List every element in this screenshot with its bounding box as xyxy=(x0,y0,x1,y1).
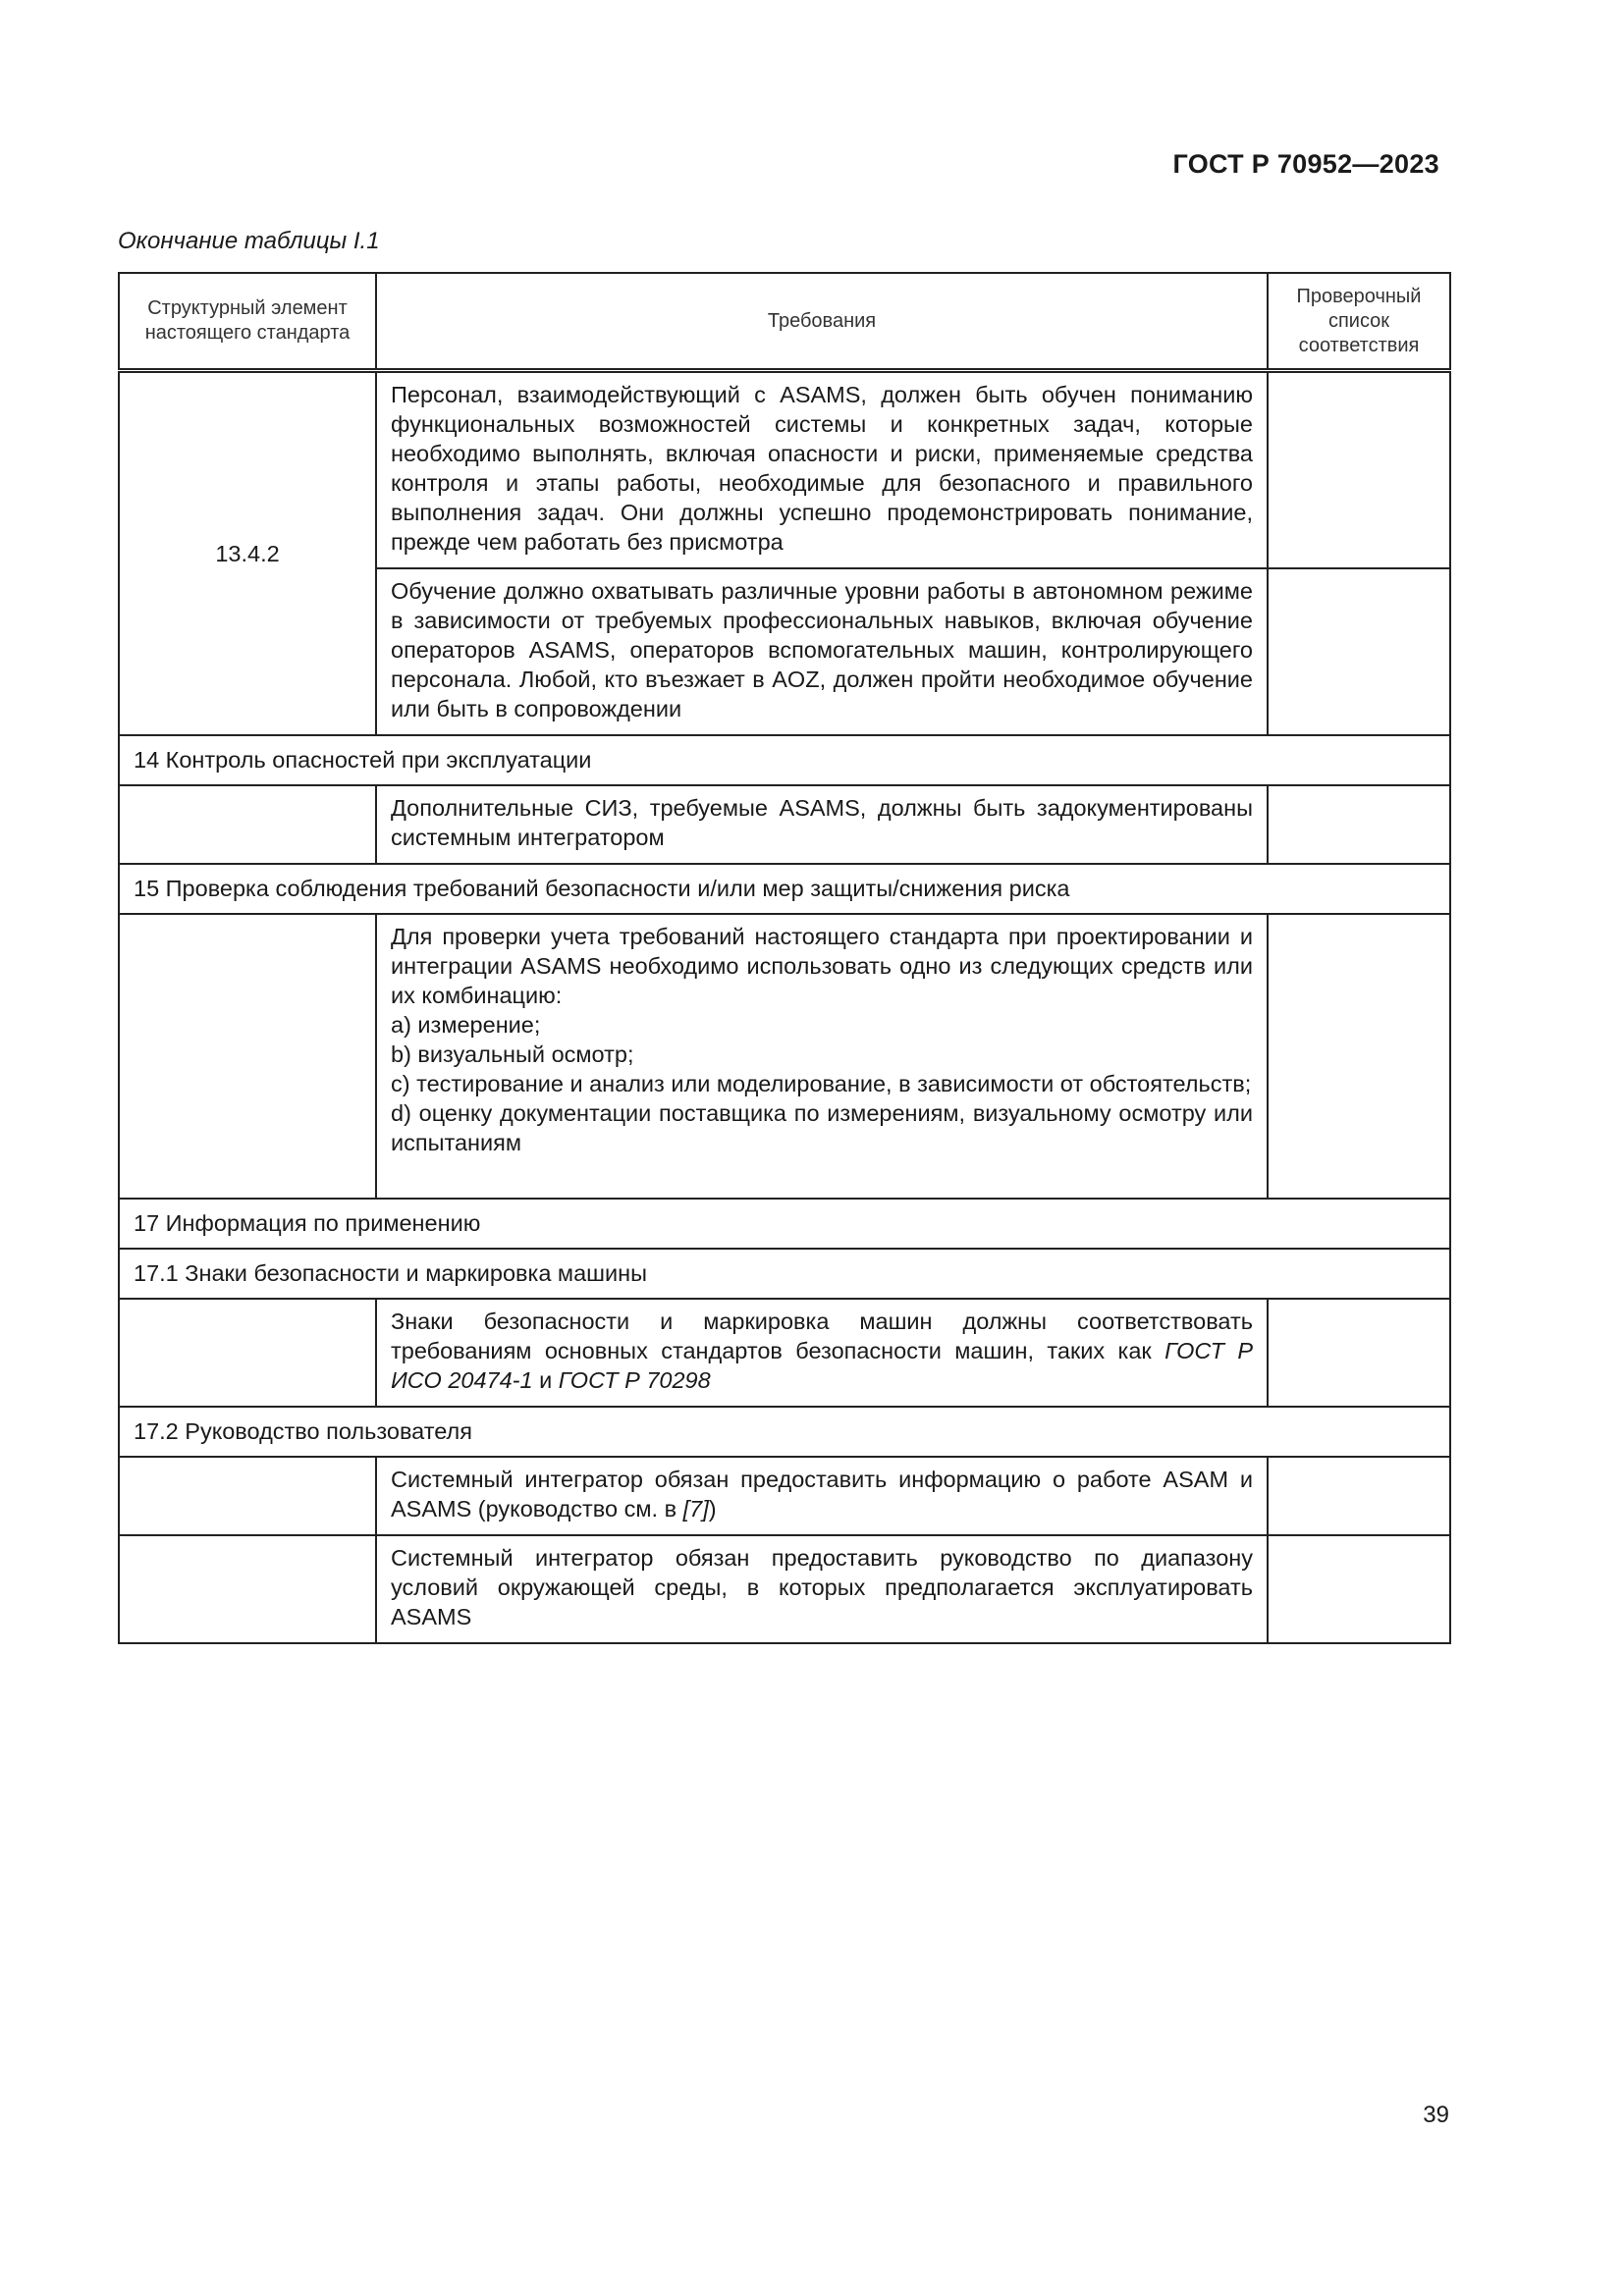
section-heading: 15 Проверка соблюдения требований безопасности и/или мер защиты/снижения риска xyxy=(119,864,1450,914)
section-heading: 17 Информация по применению xyxy=(119,1199,1450,1249)
section-heading: 17.2 Руководство пользователя xyxy=(119,1407,1450,1457)
checklist-cell xyxy=(1268,1299,1450,1407)
element-cell xyxy=(119,1299,376,1407)
requirement-cell xyxy=(376,1299,1268,1407)
checklist-cell xyxy=(1268,568,1450,735)
section-row xyxy=(119,1407,1450,1457)
requirement-cell xyxy=(376,568,1268,735)
element-cell xyxy=(119,785,376,864)
requirement-cell xyxy=(376,1535,1268,1643)
section-heading: 14 Контроль опасностей при эксплуатации xyxy=(119,735,1450,785)
section-row xyxy=(119,735,1450,785)
element-cell xyxy=(119,1535,376,1643)
table-row xyxy=(119,371,1450,569)
requirement-cell xyxy=(376,914,1268,1199)
table-row xyxy=(119,785,1450,864)
column-header-checklist: Проверочный список соответствия xyxy=(1268,273,1450,371)
requirement-text: Обучение должно охватывать различные уровни работы в автономном режиме в зависимости от требуемых профессиональных навыков, включая обучение операторов ASAMS, операторов вспомогательных машин, контролирующего персонала. Любой, кто въезжает в AOZ, должен пройти необходимое обучение или быть в сопровождении xyxy=(391,578,1253,721)
requirement-text: Дополнительные СИЗ, требуемые ASAMS, должны быть задокументированы системным интегратором xyxy=(391,795,1253,850)
requirement-cell xyxy=(376,371,1268,569)
column-header-requirements: Требования xyxy=(376,273,1268,371)
bibliography-reference: [7] xyxy=(682,1496,709,1522)
checklist-cell xyxy=(1268,785,1450,864)
element-cell: 13.4.2 xyxy=(119,371,376,736)
requirement-text: Системный интегратор обязан предоставить руководство по диапазону условий окружающей среды, в которых предполагается эксплуатировать ASAMS xyxy=(391,1545,1253,1629)
conjunction: и xyxy=(539,1367,553,1393)
list-item: d) оценку документации поставщика по измерениям, визуальному осмотру или испытаниям xyxy=(391,1100,1253,1155)
list-item: c) тестирование и анализ или моделирование, в зависимости от обстоятельств; xyxy=(391,1071,1252,1096)
verification-intro: Для проверки учета требований настоящего стандарта при проектировании и интеграции ASAMS необходимо использовать одно из следующих средств или их комбинацию: xyxy=(391,924,1253,1008)
requirement-text: Персонал, взаимодействующий с ASAMS, должен быть обучен пониманию функциональных возможностей системы и конкретных задач, которые необходимо выполнять, включая опасности и риски, применяемые средства контроля и этапы работы, необходимые для безопасного и правильного выполнения задач. Они должны успешно продемонстрировать понимание, прежде чем работать без присмотра xyxy=(391,382,1253,555)
table-row xyxy=(119,1457,1450,1535)
list-item: b) визуальный осмотр; xyxy=(391,1041,634,1067)
document-code: ГОСТ Р 70952—2023 xyxy=(1172,149,1439,179)
closing-parenthesis: ) xyxy=(708,1496,717,1522)
checklist-cell xyxy=(1268,1535,1450,1643)
standard-reference: ГОСТ Р ИСО 20474-1 xyxy=(391,1338,1253,1393)
requirement-cell xyxy=(376,785,1268,864)
requirements-table xyxy=(118,272,1451,1644)
table-header-row xyxy=(119,273,1450,371)
requirement-text xyxy=(377,915,1267,1165)
checklist-cell xyxy=(1268,371,1450,569)
table-caption: Окончание таблицы I.1 xyxy=(118,228,380,254)
section-heading: 17.1 Знаки безопасности и маркировка машины xyxy=(119,1249,1450,1299)
element-cell xyxy=(119,914,376,1199)
section-row xyxy=(119,1199,1450,1249)
list-item: a) измерение; xyxy=(391,1012,541,1038)
requirement-sentence: Знаки безопасности и маркировка машин должны соответствовать требованиям основных стандартов безопасности машин, таких как xyxy=(391,1308,1253,1363)
requirement-text xyxy=(377,1300,1267,1403)
table-row xyxy=(119,1535,1450,1643)
table-row xyxy=(119,1299,1450,1407)
table-row xyxy=(119,914,1450,1199)
section-row xyxy=(119,1249,1450,1299)
checklist-cell xyxy=(1268,1457,1450,1535)
checklist-cell xyxy=(1268,914,1450,1199)
standard-reference: ГОСТ Р 70298 xyxy=(558,1367,711,1393)
requirement-cell xyxy=(376,1457,1268,1535)
requirement-sentence: Системный интегратор обязан предоставить информацию о работе ASAM и ASAMS (руководство см. в xyxy=(391,1467,1253,1522)
element-cell xyxy=(119,1457,376,1535)
page-number: 39 xyxy=(1423,2102,1449,2128)
section-row xyxy=(119,864,1450,914)
requirement-text xyxy=(377,1458,1267,1531)
column-header-element: Структурный элемент настоящего стандарта xyxy=(119,273,376,371)
